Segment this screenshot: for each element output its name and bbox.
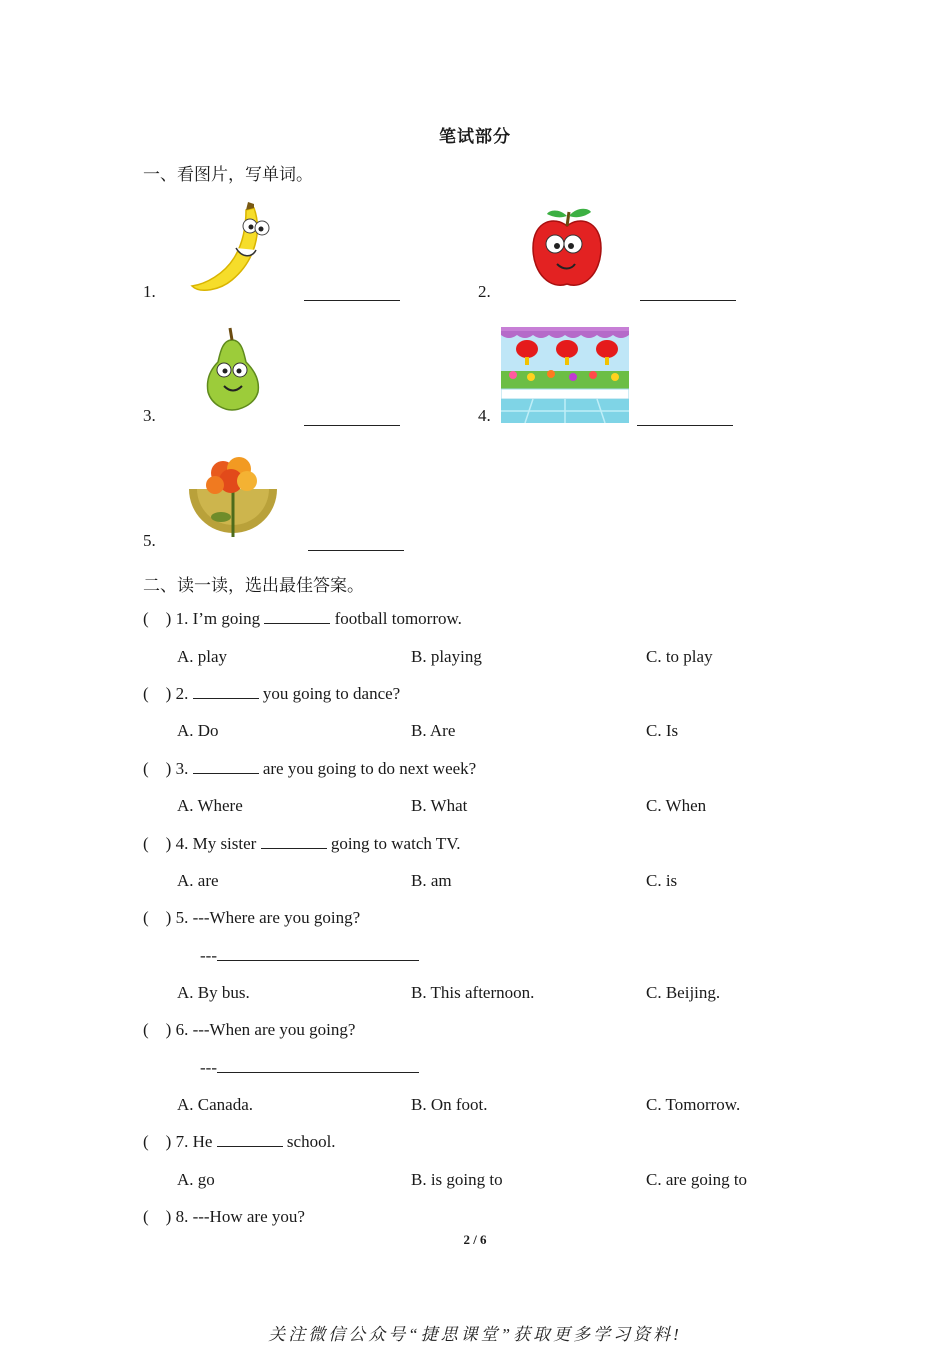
answer-paren[interactable]: ( ): [143, 908, 172, 927]
item-5-number: 5.: [143, 531, 156, 550]
flower-icon: [187, 455, 279, 539]
q7-option-b[interactable]: B. is going to: [411, 1170, 503, 1189]
item-1-answer-blank[interactable]: [304, 299, 400, 301]
answer-paren[interactable]: ( ): [143, 684, 172, 703]
q4-option-b[interactable]: B. am: [411, 871, 452, 890]
q7-option-c[interactable]: C. are going to: [646, 1170, 748, 1189]
q6-dialogue-answer[interactable]: ---: [200, 1058, 419, 1078]
item-5-answer-blank[interactable]: [308, 549, 404, 551]
section-2-heading: 二、读一读，选出最佳答案。: [143, 576, 364, 595]
q2-option-b[interactable]: B. Are: [411, 721, 456, 740]
fill-blank[interactable]: [193, 684, 259, 699]
q4-option-c[interactable]: C. is: [646, 871, 678, 890]
q5-option-b[interactable]: B. This afternoon.: [411, 983, 535, 1002]
question-1: ( ) 1. I’m going football tomorrow.: [143, 609, 462, 628]
pear-icon: [200, 326, 264, 412]
lanterns-garden-icon: [501, 327, 629, 423]
q2-option-c[interactable]: C. Is: [646, 721, 679, 740]
question-8: ( ) 8. ---How are you?: [143, 1207, 305, 1226]
question-7: ( ) 7. He school.: [143, 1132, 336, 1151]
footer-notice: 关注微信公众号“捷思课堂”获取更多学习资料!: [268, 1325, 682, 1344]
q1-option-a[interactable]: A. play: [177, 647, 228, 666]
item-3-answer-blank[interactable]: [304, 424, 400, 426]
answer-paren[interactable]: ( ): [143, 834, 172, 853]
item-2-number: 2.: [478, 282, 491, 301]
q5-option-c[interactable]: C. Beijing.: [646, 983, 721, 1002]
q3-option-a[interactable]: A. Where: [177, 796, 243, 815]
q4-option-a[interactable]: A. are: [177, 871, 219, 890]
q7-option-a[interactable]: A. go: [177, 1170, 215, 1189]
q2-option-a[interactable]: A. Do: [177, 721, 219, 740]
q5-dialogue-answer[interactable]: ---: [200, 946, 419, 966]
fill-blank[interactable]: [217, 1132, 283, 1147]
section-1-heading: 一、看图片，写单词。: [143, 165, 313, 184]
answer-paren[interactable]: ( ): [143, 609, 172, 628]
answer-line[interactable]: [217, 1058, 419, 1073]
answer-paren[interactable]: ( ): [143, 1020, 172, 1039]
answer-paren[interactable]: ( ): [143, 1207, 172, 1226]
item-4-number: 4.: [478, 406, 491, 425]
item-3-number: 3.: [143, 406, 156, 425]
apple-icon: [527, 204, 607, 292]
answer-line[interactable]: [217, 946, 419, 961]
page-number: 2 / 6: [463, 1232, 487, 1247]
item-4-answer-blank[interactable]: [637, 424, 733, 426]
answer-paren[interactable]: ( ): [143, 1132, 172, 1151]
q1-option-c[interactable]: C. to play: [646, 647, 713, 666]
q6-option-c[interactable]: C. Tomorrow.: [646, 1095, 741, 1114]
question-4: ( ) 4. My sister going to watch TV.: [143, 834, 461, 853]
answer-paren[interactable]: ( ): [143, 759, 172, 778]
question-6: ( ) 6. ---When are you going?: [143, 1020, 356, 1039]
item-2-answer-blank[interactable]: [640, 299, 736, 301]
fill-blank[interactable]: [264, 609, 330, 624]
q5-option-a[interactable]: A. By bus.: [177, 983, 250, 1002]
q3-option-c[interactable]: C. When: [646, 796, 707, 815]
question-5: ( ) 5. ---Where are you going?: [143, 908, 361, 927]
banana-icon: [186, 200, 278, 296]
fill-blank[interactable]: [193, 759, 259, 774]
q1-option-b[interactable]: B. playing: [411, 647, 482, 666]
q3-option-b[interactable]: B. What: [411, 796, 468, 815]
fill-blank[interactable]: [261, 834, 327, 849]
question-3: ( ) 3. are you going to do next week?: [143, 759, 477, 778]
q6-option-a[interactable]: A. Canada.: [177, 1095, 254, 1114]
item-1-number: 1.: [143, 282, 156, 301]
question-2: ( ) 2. you going to dance?: [143, 684, 401, 703]
q6-option-b[interactable]: B. On foot.: [411, 1095, 488, 1114]
page-title: 笔试部分: [439, 127, 511, 146]
